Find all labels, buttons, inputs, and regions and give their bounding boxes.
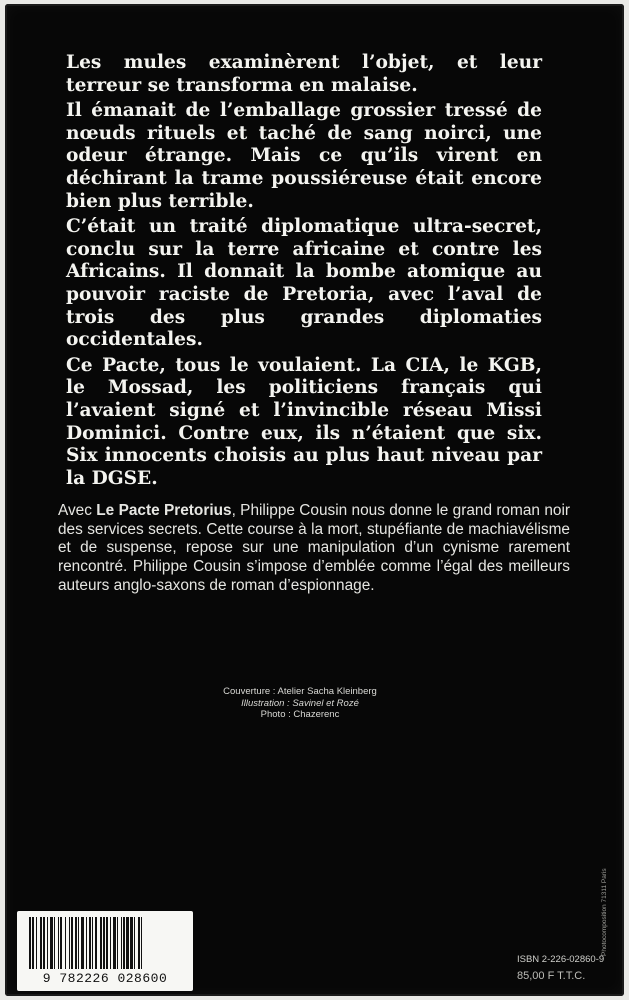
blurb — [66, 52, 542, 493]
blurb-paragraph-1: Les mules examinèrent l’objet, et leur terreur se transforma en malaise. — [66, 52, 542, 96]
isbn: ISBN 2-226-02860-9 — [517, 954, 605, 965]
credit-cover: Couverture : Atelier Sacha Kleinberg — [223, 686, 377, 697]
promo-paragraph — [58, 502, 570, 596]
promo-rest: , Philippe Cousin nous donne le grand roman noir des services secrets. Cette course à la mort, stupéfiante de machiavélisme et de suspense, repose sur une manipulation d’un cynisme rarement rencontré. Philippe Cousin s’impose d’emblée comme l’égal des meilleurs auteurs anglo-saxons de roman d’espionnage. — [58, 502, 570, 594]
credits — [195, 686, 405, 721]
book-title: Le Pacte Pretorius — [96, 502, 232, 519]
blurb-paragraph-4: Ce Pacte, tous le voulaient. La CIA, le KGB, le Mossad, les politiciens français qui l’avaient signé et l’invincible réseau Missi Dominici. Contre eux, ils n’étaient que six. Six innocents choisis au plus haut niveau par la DGSE. — [66, 354, 542, 489]
price: 85,00 F T.T.C. — [517, 970, 586, 982]
barcode — [17, 911, 193, 991]
barcode-bar — [142, 917, 143, 969]
barcode-bars — [29, 917, 181, 969]
printer-note: Photocomposition 71311 Paris — [601, 868, 608, 956]
book-back-cover — [5, 4, 624, 996]
promo-lead: Avec — [58, 502, 97, 519]
barcode-digits: 9 782226 028600 — [42, 971, 168, 986]
credit-illustration: Illustration : Savinel et Rozé — [241, 697, 359, 709]
credit-photo: Photo : Chazerenc — [260, 709, 340, 720]
blurb-paragraph-2: Il émanait de l’emballage grossier tressé de nœuds rituels et taché de sang noirci, une odeur étrange. Mais ce qu’ils virent en déchirant la trame poussiéreuse était encore bien plus terrible. — [66, 100, 542, 212]
blurb-paragraph-3: C’était un traité diplomatique ultra-secret, conclu sur la terre africaine et contre les Africains. Il donnait la bombe atomique au pouvoir raciste de Pretoria, avec l’aval de trois des plus grandes diplomaties occidentales. — [66, 216, 542, 351]
